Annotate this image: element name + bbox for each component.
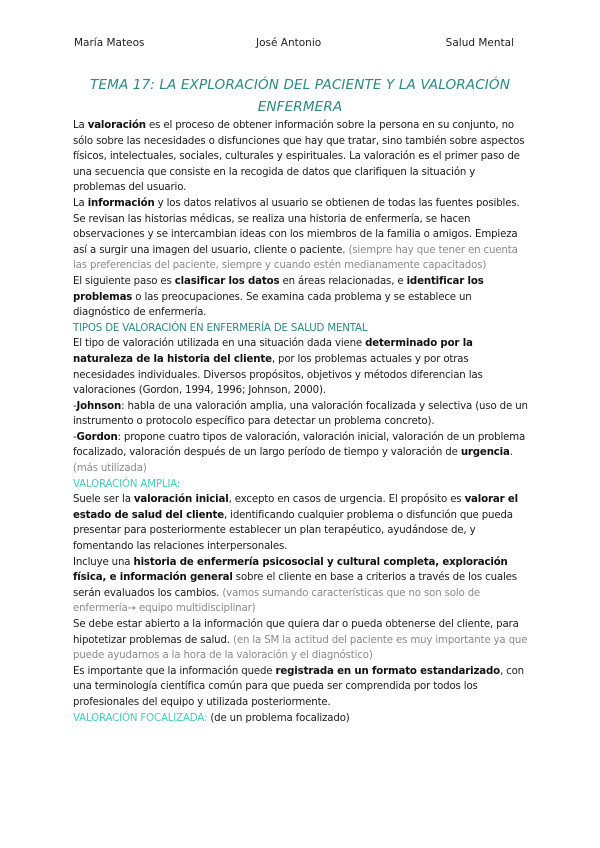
paragraph-johnson: -Johnson: habla de una valoración amplia, una valoración focalizada y selectiva (uso de un instrumento o protocolo específico para detectar un problema concreto). [73,400,528,428]
paragraph-gordon: -Gordon: propone cuatro tipos de valoración, valoración inicial, valoración de un problema focalizado, valoración después de un largo período de tiempo y valoración de urgencia. (más utilizada) [73,431,526,475]
side-note: (en la SM la actitud del paciente es muy importante ya que puede ayudarnos a la hora de la valoración y el diagnóstico) [73,634,528,662]
paragraph-abierto: Se debe estar abierto a la información que quiera dar o pueda obtenerse del cliente, para hipotetizar problemas de salud. (en la SM la actitud del paciente es muy importante ya que puede ayudarnos a la hora de la valoración y el diagnóstico) [73,619,528,662]
side-note: (más utilizada) [73,463,147,475]
title-line-2: ENFERMERA [257,99,343,115]
side-note: (siempre hay que tener en cuenta las preferencias del paciente, siempre y cuando estén medianamente capacitados) [73,244,518,272]
section-heading-focalizada: VALORACIÓN FOCALIZADA: (de un problema focalizado) [73,712,350,724]
section-heading-amplia: VALORACIÓN AMPLIA: [73,478,181,490]
paragraph-clasificar: El siguiente paso es clasificar los datos en áreas relacionadas, e identificar los problemas o las preocupaciones. Se examina cada problema y se establece un diagnóstico de enfermería. [73,275,484,319]
header-subject: Salud Mental [445,37,514,49]
page-title [70,74,530,118]
paragraph-valoracion: La valoración es el proceso de obtener información sobre la persona en su conjunto, no sólo sobre las necesidades o disfunciones que hay que tratar, sino también sobre aspectos físicos, intelectuales, sociales, culturales y espirituales. La valoración es el primer paso de una secuencia que consiste en la recogida de datos que clarifiquen la situación y problemas del usuario. [73,120,525,194]
paragraph-registrada: Es importante que la información quede registrada en un formato estandarizado, con una terminología científica común para que pueda ser comprendida por todos los profesionales del equipo y utilizada posteriormente. [73,665,524,708]
paragraph-tipo-valoracion: El tipo de valoración utilizada en una situación dada viene determinado por la naturaleza de la historia del cliente, por los problemas actuales y por otras necesidades individuales. Diversos propósitos, objetivos y métodos diferencian las valoraciones (Gordon, 1994, 1996; Johnson, 2000). [73,338,483,397]
paragraph-inicial: Suele ser la valoración inicial, excepto en casos de urgencia. El propósito es valorar el estado de salud del cliente, identificando cualquier problema o disfunción que pueda presentar para posteriormente establecer un plan terapéutico, ayudándose de, y fomentando las relaciones interpersonales. [73,494,518,553]
header-teacher: José Antonio [256,37,322,49]
side-note: (vamos sumando características que no son solo de enfermería→ equipo multidisciplinar) [73,587,481,615]
title-line-1: TEMA 17: LA EXPLORACIÓN DEL PACIENTE Y LA VALORACIÓN [90,77,510,93]
paragraph-informacion: La información y los datos relativos al usuario se obtienen de todas las fuentes posibles. Se revisan las historias médicas, se realiza una historia de enfermería, se hacen observaciones y se intercambian ideas con los miembros de la familia o amigos. Empieza así a surgir una imagen del usuario, cliente o paciente. (siempre hay que tener en cuenta las preferencias del paciente, siempre y cuando estén medianamente capacitados) [73,197,520,272]
section-heading-tipos: TIPOS DE VALORACIÓN EN ENFERMERÍA DE SALUD MENTAL [73,322,368,334]
document-body [73,118,529,726]
paragraph-incluye: Incluye una historia de enfermería psicosocial y cultural completa, exploración física, e información general sobre el cliente en base a criterios a través de los cuales serán evaluados los cambios. (vamos sumando características que no son solo de enfermería→ equipo multidisciplinar) [73,556,517,615]
header-author: María Mateos [74,37,145,49]
